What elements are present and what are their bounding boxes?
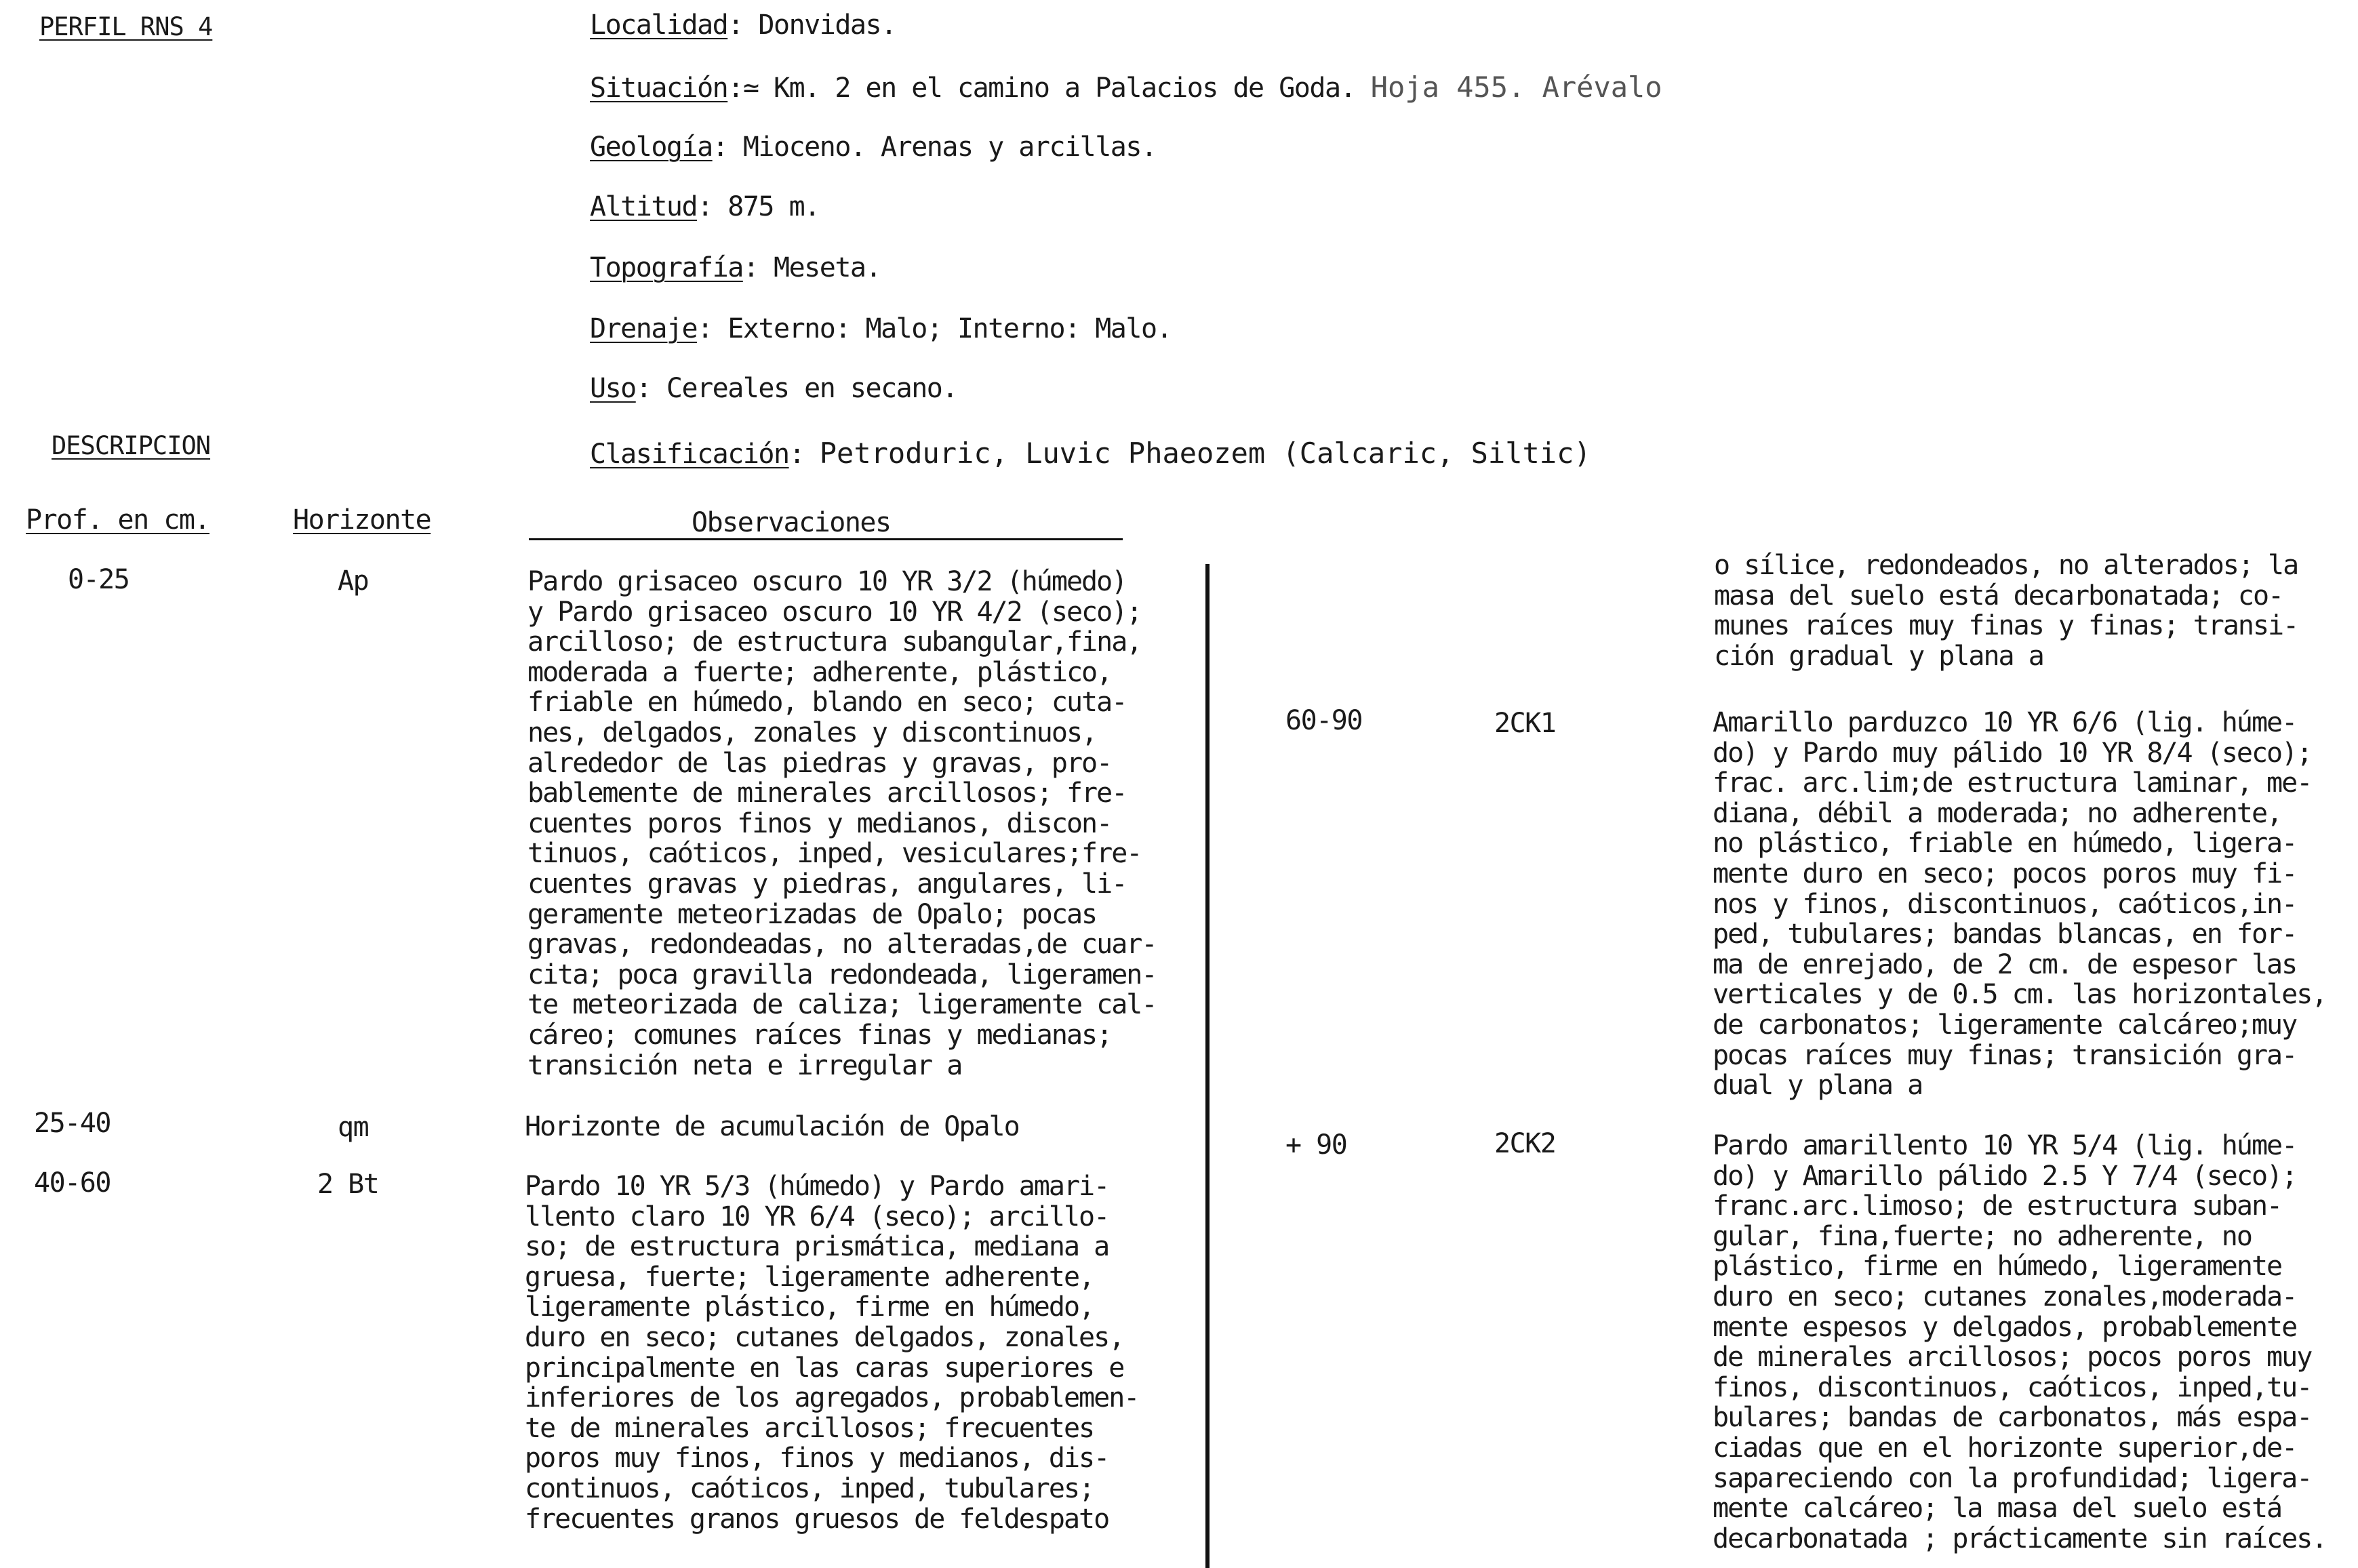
meta-label: Altitud: [590, 191, 698, 222]
horizon-cell: qm: [338, 1112, 369, 1143]
observations-underline: [529, 538, 1123, 540]
meta-clasificacion: [590, 437, 1591, 470]
horizon-description: Pardo amarillento 10 YR 5/4 (lig. húme- do) y Amarillo pálido 2.5 Y 7/4 (seco); franc.arc.limoso; de estructura suban- gular, fina,fuerte; no adherente, no plástico, firme en húmedo, ligeramente duro en seco; cutanes zonales,moderada- mente espesos y delgados, probablemente de minerales arcillosos; pocos poros muy finos, discontinuos, caóticos, inped,tu- bulares; bandas de carbonatos, más espa- ciadas que en el horizonte superior,de- sapareciendo con la profundidad; ligera- mente calcáreo; la masa del suelo está decarbonatada ; prácticamente sin raíces.: [1713, 1130, 2327, 1554]
meta-label: Topografía: [590, 252, 743, 283]
meta-label: Localidad: [590, 9, 728, 41]
meta-drenaje: [590, 313, 1172, 344]
column-header-depth: Prof. en cm.: [26, 504, 209, 536]
horizon-description: Pardo 10 YR 5/3 (húmedo) y Pardo amari- llento claro 10 YR 6/4 (seco); arcillo- so; de estructura prismática, mediana a gruesa, fuerte; ligeramente adherente, ligeramente plástico, firme en húmedo, duro en seco; cutanes delgados, zonales, principalmente en las caras superiores e inferiores de los agregados, probablemen- te de minerales arcillosos; frecuentes poros muy finos, finos y medianos, dis- continuos, caóticos, inped, tubulares; frecuentes granos gruesos de feldespato: [525, 1171, 1139, 1535]
depth-cell: 0-25: [68, 564, 129, 595]
horizon-cell: 2CK2: [1494, 1128, 1556, 1159]
depth-cell: 60-90: [1285, 705, 1362, 736]
meta-label: Situación: [590, 73, 728, 104]
meta-value: : Cereales en secano.: [635, 373, 957, 404]
meta-label: Clasificación: [590, 439, 789, 470]
column-header-horizon: Horizonte: [293, 504, 431, 536]
meta-value: : Donvidas.: [727, 9, 896, 41]
meta-label: Drenaje: [590, 313, 698, 344]
meta-extra: Hoja 455. Arévalo: [1370, 71, 1662, 104]
meta-value: :: [788, 439, 805, 470]
meta-value: : Externo: Malo; Interno: Malo.: [697, 313, 1172, 344]
horizon-cell: 2CK1: [1494, 708, 1556, 739]
horizon-description: Amarillo parduzco 10 YR 6/6 (lig. húme- do) y Pardo muy pálido 10 YR 8/4 (seco); frac. arc.lim;de estructura laminar, me- diana, débil a moderada; no adherente, no plástico, friable en húmedo, ligera- mente duro en seco; pocos poros muy fi- nos y finos, discontinuos, caóticos,in- ped, tubulares; bandas blancas, en for- ma de enrejado, de 2 cm. de espesor las verticales y de 0.5 cm. las horizontales, de carbonatos; ligeramente calcáreo;muy pocas raíces muy finas; transición gra- dual y plana a: [1713, 707, 2327, 1102]
meta-value: : Meseta.: [742, 252, 881, 283]
meta-uso: [590, 373, 957, 404]
meta-label: Uso: [590, 373, 636, 404]
horizon-description: Horizonte de acumulación de Opalo: [525, 1111, 1019, 1142]
horizon-description: Pardo grisaceo oscuro 10 YR 3/2 (húmedo) y Pardo grisaceo oscuro 10 YR 4/2 (seco); arcilloso; de estructura subangular,fina, moderada a fuerte; adherente, plástico, friable en húmedo, blando en seco; cuta- nes, delgados, zonales y discontinuos, alrededor de las piedras y gravas, pro- bablemente de minerales arcillosos; fre- cuentes poros finos y medianos, discon- tinuos, caóticos, inped, vesiculares;fre- cuentes gravas y piedras, angulares, li- geramente meteorizadas de Opalo; pocas gravas, redondeadas, no alteradas,de cuar- cita; poca gravilla redondeada, ligeramen- te meteorizada de caliza; ligeramente cal- cáreo; comunes raíces finas y medianas; transición neta e irregular a: [527, 566, 1157, 1081]
meta-altitud: [590, 191, 820, 222]
profile-title: PERFIL RNS 4: [39, 12, 213, 41]
meta-situacion: [590, 71, 1662, 104]
meta-label: Geología: [590, 132, 713, 163]
continuation-description: o sílice, redondeados, no alterados; la masa del suelo está decarbonatada; co- munes raíces muy finas y finas; transi- ción gradual y plana a: [1714, 550, 2298, 672]
meta-geologia: [590, 132, 1157, 163]
meta-value: :≃ Km. 2 en el camino a Palacios de Goda.: [727, 73, 1356, 104]
section-label: DESCRIPCION: [52, 431, 211, 460]
column-divider: [1205, 564, 1210, 1568]
meta-value: : Mioceno. Arenas y arcillas.: [712, 132, 1157, 163]
meta-localidad: [590, 9, 896, 41]
depth-cell: 25-40: [34, 1108, 111, 1139]
depth-cell: 40-60: [34, 1167, 111, 1199]
column-header-observations: Observaciones: [692, 507, 891, 538]
horizon-cell: 2 Bt: [317, 1169, 379, 1200]
meta-extra: Petroduric, Luvic Phaeozem (Calcaric, Siltic): [819, 437, 1591, 470]
horizon-cell: Ap: [338, 565, 369, 597]
meta-topografia: [590, 252, 881, 283]
meta-value: : 875 m.: [697, 191, 820, 222]
depth-cell: + 90: [1285, 1129, 1347, 1161]
